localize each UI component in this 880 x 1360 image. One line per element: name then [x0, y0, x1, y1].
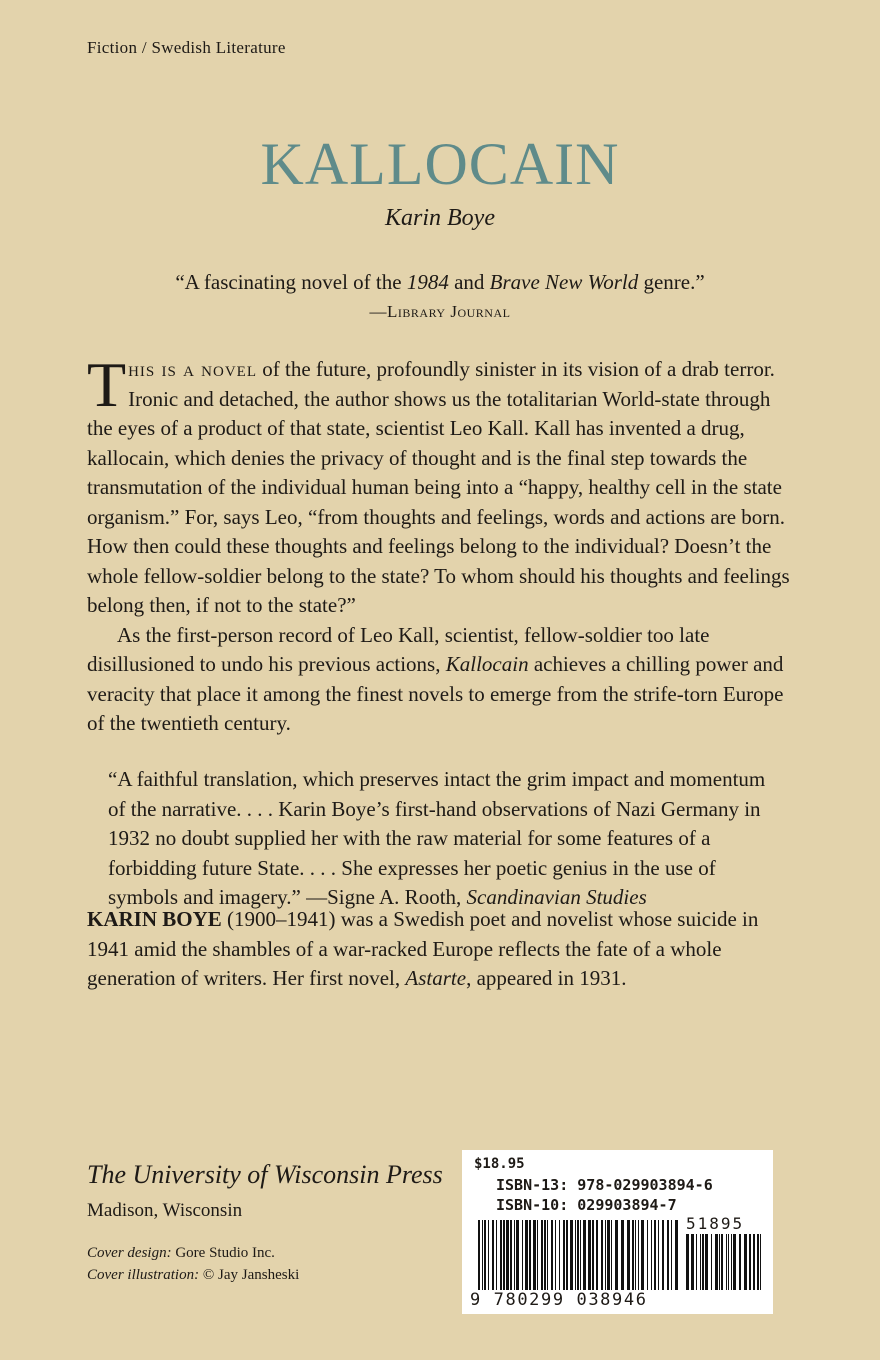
barcode-stripe [731, 1234, 732, 1290]
barcode-stripe [496, 1220, 497, 1290]
barcode-stripe [596, 1220, 598, 1290]
barcode-stripe [547, 1220, 548, 1290]
barcode-stripe [522, 1220, 523, 1290]
pull-quote-text: “A fascinating novel of the 1984 and Brave New World genre.” [175, 270, 705, 294]
book-author: Karin Boye [385, 205, 495, 231]
barcode-stripe [529, 1220, 531, 1290]
credits [87, 1242, 299, 1286]
barcode-stripe [662, 1220, 664, 1290]
barcode-stripe [700, 1234, 701, 1290]
barcode-stripe [541, 1220, 543, 1290]
barcode-stripe [739, 1234, 741, 1290]
barcode-stripe [559, 1220, 560, 1290]
barcode-stripe [551, 1220, 553, 1290]
barcode-stripe [615, 1220, 618, 1290]
category-label [87, 38, 286, 58]
barcode-stripe [733, 1234, 736, 1290]
barcode-stripe [719, 1234, 720, 1290]
review-quote: “A faithful translation, which preserves intact the grim impact and momentum of the narrative. . . . Karin Boye’s first-hand observations of Nazi Germany in 1932 no doubt supplied her with the raw material for some features of a forbidding future State. . . . She expresses her poetic genius in the use of symbols and imagery.” —Signe A. Rooth, Scandinavian Studies [108, 767, 766, 909]
barcode-stripe [611, 1220, 612, 1290]
barcode-stripe [658, 1220, 659, 1290]
barcode-stripe [482, 1220, 483, 1290]
barcode-stripe [749, 1234, 751, 1290]
barcode-stripe [588, 1220, 591, 1290]
barcode-stripe [721, 1234, 723, 1290]
credit-design: Cover design: Gore Studio Inc. [87, 1245, 275, 1261]
barcode-stripe [728, 1234, 729, 1290]
lead-in: his is a novel [128, 357, 258, 381]
barcode-stripe [525, 1220, 528, 1290]
barcode-stripe [696, 1234, 697, 1290]
barcode-stripe [711, 1234, 712, 1290]
category-separator: / [141, 38, 147, 57]
barcode-stripe [753, 1234, 755, 1290]
pull-quote-source: —Library Journal [369, 302, 511, 321]
barcode-stripe [635, 1220, 636, 1290]
barcode-stripe [484, 1220, 486, 1290]
barcode-stripe [580, 1220, 581, 1290]
barcode-stripe [544, 1220, 546, 1290]
barcode-stripe [533, 1220, 536, 1290]
blurb [87, 349, 799, 739]
barcode-stripe [651, 1220, 652, 1290]
bio-name: KARIN BOYE [87, 907, 222, 931]
barcode-stripe [667, 1220, 669, 1290]
barcode-stripe [760, 1234, 761, 1290]
barcode-stripe [654, 1220, 656, 1290]
barcode-bars [478, 1220, 678, 1290]
pull-quote [0, 268, 880, 326]
barcode-stripe [516, 1220, 519, 1290]
barcode-stripe [592, 1220, 594, 1290]
barcode-stripe [577, 1220, 579, 1290]
barcode-stripe [744, 1234, 747, 1290]
barcode-stripe [605, 1220, 606, 1290]
barcode-stripe [705, 1234, 708, 1290]
barcode-stripe [488, 1220, 489, 1290]
barcode-stripe [638, 1220, 639, 1290]
barcode-stripe [621, 1220, 624, 1290]
barcode-stripe [675, 1220, 678, 1290]
barcode-stripe [537, 1220, 538, 1290]
credit-illustration: Cover illustration: © Jay Jansheski [87, 1267, 300, 1283]
barcode-stripe [514, 1220, 515, 1290]
barcode-stripe [702, 1234, 704, 1290]
isbn-10: ISBN-10: 029903894-7 [496, 1196, 677, 1214]
barcode-stripe [647, 1220, 648, 1290]
barcode-stripe [715, 1234, 718, 1290]
barcode-stripe [726, 1234, 727, 1290]
barcode-stripe [555, 1220, 556, 1290]
barcode-stripe [632, 1220, 634, 1290]
barcode-stripe [510, 1220, 512, 1290]
barcode-stripe [583, 1220, 586, 1290]
barcode-stripe [601, 1220, 603, 1290]
barcode-digits: 9 780299 038946 [470, 1290, 648, 1310]
barcode-stripe [607, 1220, 610, 1290]
barcode-stripe [492, 1220, 494, 1290]
barcode-stripe [671, 1220, 672, 1290]
barcode-stripe [478, 1220, 480, 1290]
barcode-stripe [563, 1220, 565, 1290]
barcode-stripe [691, 1234, 694, 1290]
barcode-stripe [500, 1220, 502, 1290]
barcode-stripe [506, 1220, 509, 1290]
barcode-stripe [686, 1234, 689, 1290]
barcode-stripe [627, 1220, 630, 1290]
barcode-stripe [757, 1234, 759, 1290]
category-main: Fiction [87, 38, 138, 57]
dropcap: T [87, 349, 127, 420]
book-title: KALLOCAIN [260, 131, 620, 197]
isbn-13: ISBN-13: 978-029903894-6 [496, 1176, 713, 1194]
category-sub: Swedish Literature [151, 38, 286, 57]
barcode-stripe [570, 1220, 573, 1290]
blurb-paragraph-1: This is a novel of the future, profoundly sinister in its vision of a drab terror. Ironic and detached, the author shows us the totalitarian World-state through the eyes of a product of that state, scientist Leo Kall. Kall has invented a drug, kallocain, which denies the privacy of thought and is the final step towards the transmutation of the individual human being into a “happy, healthy cell in the state organism.” For, says Leo, “from thoughts and feelings, words and actions are born. How then could these thoughts and feelings belong to the individual? Doesn’t the whole fellow-soldier belong to the state? To whom should his thoughts and feelings belong then, if not to the state?” [87, 349, 790, 617]
blurb-paragraph-2: As the first-person record of Leo Kall, scientist, fellow-soldier too late disillusioned to undo his previous actions, Kallocain achieves a chilling power and veracity that place it among the finest novels to emerge from the strife-torn Europe of the twentieth century. [87, 622, 784, 735]
review-source: Scandinavian Studies [466, 885, 647, 909]
author-bio: KARIN BOYE (1900–1941) was a Swedish poet and novelist whose suicide in 1941 amid the shambles of a war-racked Europe reflects the fate of a whole generation of writers. Her first novel, Astarte, appeared in 1931. [87, 907, 759, 990]
barcode-addon-bars [686, 1234, 764, 1290]
publisher-name: The University of Wisconsin Press [87, 1160, 443, 1189]
barcode-stripe [641, 1220, 644, 1290]
price: $18.95 [474, 1156, 525, 1172]
publisher-city: Madison, Wisconsin [87, 1200, 243, 1221]
barcode-stripe [503, 1220, 505, 1290]
barcode-stripe [575, 1220, 576, 1290]
barcode-stripe [566, 1220, 568, 1290]
barcode-label [462, 1150, 773, 1314]
addon-number: 51895 [686, 1214, 745, 1233]
